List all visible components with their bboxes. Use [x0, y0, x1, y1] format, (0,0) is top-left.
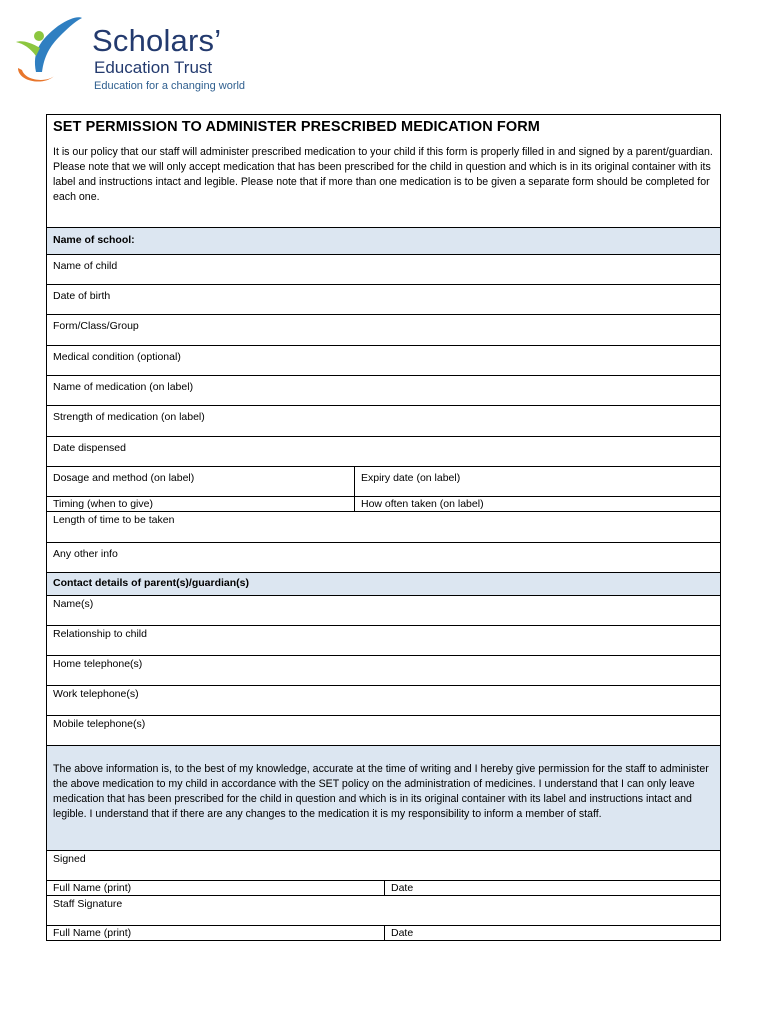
- mobile-telephone-field[interactable]: [47, 715, 720, 745]
- length-field[interactable]: [47, 511, 720, 542]
- medication-form: [46, 114, 721, 941]
- dosage-expiry-row: [47, 466, 720, 496]
- form-class-field[interactable]: [47, 314, 720, 345]
- strength-label: Strength of medication (on label): [53, 411, 205, 423]
- contact-heading-row: [47, 572, 720, 595]
- child-name-field[interactable]: [47, 254, 720, 284]
- dosage-label: Dosage and method (on label): [53, 472, 195, 484]
- school-name-row[interactable]: [47, 227, 720, 254]
- work-telephone-label: Work telephone(s): [53, 688, 139, 700]
- child-name-label: Name of child: [53, 260, 118, 272]
- date-dispensed-label: Date dispensed: [53, 442, 126, 454]
- form-intro: It is our policy that our staff will administer prescribed medication to your child if this form is properly filled in and signed by a parent/guardian. Please note that we will only accept medication that has been prescribed for the child in question and which is in its original container with its label and instructions intact and legible. Please note that if more than one medication is to be given a separate form should be completed for each one.: [53, 146, 713, 203]
- relationship-label: Relationship to child: [53, 628, 147, 640]
- parent-date-field[interactable]: [384, 881, 720, 895]
- form-title: SET PERMISSION TO ADMINISTER PRESCRIBED MEDICATION FORM: [53, 119, 540, 135]
- date-dispensed-field[interactable]: [47, 436, 720, 466]
- signed-field[interactable]: [47, 850, 720, 880]
- staff-full-name-label: Full Name (print): [53, 927, 132, 939]
- dosage-field[interactable]: [47, 467, 354, 496]
- contact-heading: Contact details of parent(s)/guardian(s): [53, 577, 250, 589]
- school-name-label: Name of school:: [53, 234, 135, 246]
- staff-signature-field[interactable]: [47, 895, 720, 925]
- parent-name-date-row: [47, 880, 720, 895]
- how-often-field[interactable]: [354, 497, 720, 511]
- home-telephone-field[interactable]: [47, 655, 720, 685]
- parent-date-label: Date: [391, 882, 414, 894]
- dob-label: Date of birth: [53, 290, 111, 302]
- length-label: Length of time to be taken: [53, 514, 175, 526]
- home-telephone-label: Home telephone(s): [53, 658, 143, 670]
- work-telephone-field[interactable]: [47, 685, 720, 715]
- mobile-telephone-label: Mobile telephone(s): [53, 718, 146, 730]
- staff-full-name-field[interactable]: [47, 926, 384, 940]
- timing-row: [47, 496, 720, 511]
- brand-tagline: Education for a changing world: [94, 80, 246, 92]
- other-info-field[interactable]: [47, 542, 720, 572]
- staff-date-label: Date: [391, 927, 414, 939]
- relationship-field[interactable]: [47, 625, 720, 655]
- dob-field[interactable]: [47, 284, 720, 314]
- medication-name-label: Name of medication (on label): [53, 381, 194, 393]
- condition-label: Medical condition (optional): [53, 351, 181, 363]
- scholars-logo: [14, 12, 254, 90]
- parent-full-name-field[interactable]: [47, 881, 384, 895]
- parent-full-name-label: Full Name (print): [53, 882, 132, 894]
- medication-name-field[interactable]: [47, 375, 720, 405]
- parent-names-label: Name(s): [53, 598, 94, 610]
- timing-label: Timing (when to give): [53, 498, 153, 510]
- signed-label: Signed: [53, 853, 86, 865]
- brand-subname: Education Trust: [94, 58, 213, 77]
- brand-name: Scholars’: [92, 23, 222, 58]
- strength-field[interactable]: [47, 405, 720, 436]
- staff-name-date-row: [47, 925, 720, 940]
- form-class-label: Form/Class/Group: [53, 320, 139, 332]
- how-often-label: How often taken (on label): [361, 498, 484, 510]
- other-info-label: Any other info: [53, 548, 118, 560]
- expiry-label: Expiry date (on label): [361, 472, 461, 484]
- parent-names-field[interactable]: [47, 595, 720, 625]
- declaration-text: The above information is, to the best of my knowledge, accurate at the time of writing and I hereby give permission for the staff to administer the above medication to my child in accordance with the SET policy on the administration of medicines. I understand that I can only leave medication that has been prescribed for the child in question and which is in its original container with its label and instructions intact and legible. I understand that if there are any changes to the medication it is my responsibility to inform a member of staff.: [53, 763, 709, 820]
- staff-date-field[interactable]: [384, 926, 720, 940]
- timing-field[interactable]: [47, 497, 354, 511]
- leaf-figure-icon: [14, 12, 84, 88]
- form-header: [47, 115, 720, 227]
- condition-field[interactable]: [47, 345, 720, 375]
- declaration-box: [47, 745, 720, 850]
- staff-signature-label: Staff Signature: [53, 898, 123, 910]
- expiry-field[interactable]: [354, 467, 720, 496]
